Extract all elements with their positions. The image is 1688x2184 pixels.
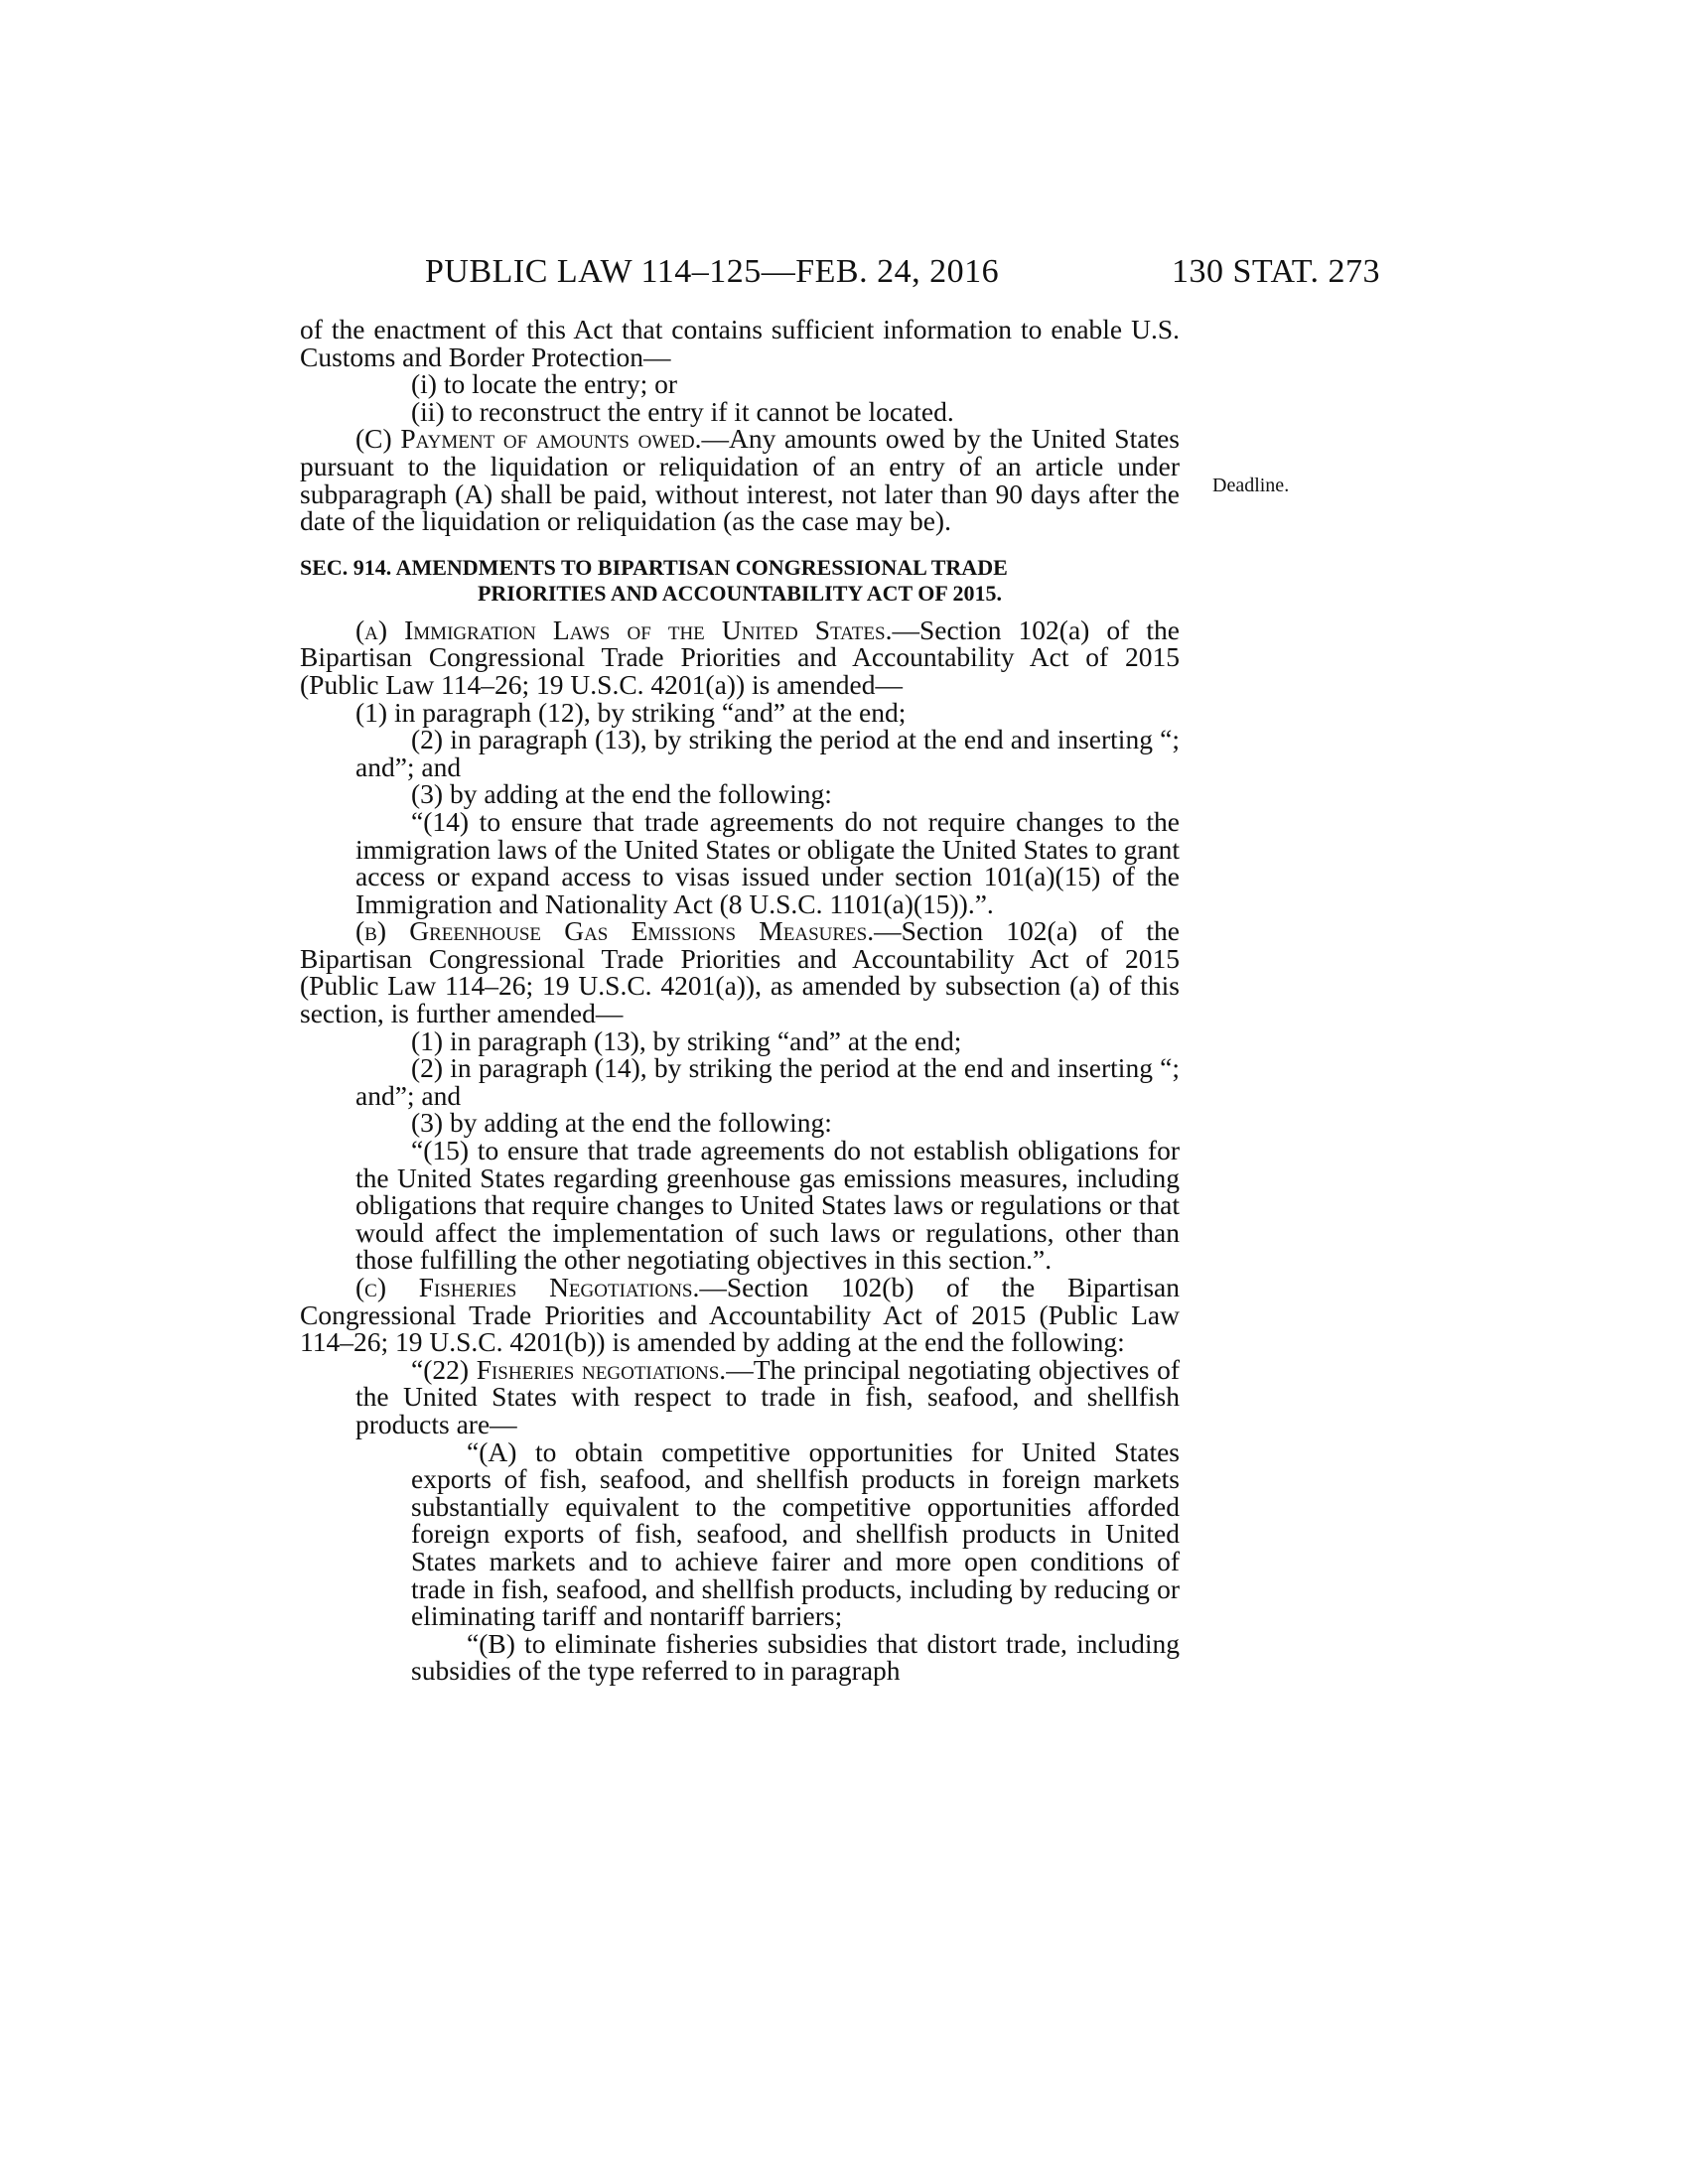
clause-ii: (ii) to reconstruct the entry if it cannot be located. — [411, 395, 954, 427]
subsection-a-heading: (a) Immigration Laws of the United States. — [355, 614, 893, 645]
subsection-c-heading: (c) Fisheries Negotiations. — [355, 1272, 700, 1302]
amendment-b3: (3) by adding at the end the following: — [411, 1107, 832, 1139]
inserted-paragraph-14: “(14) to ensure that trade agreements do not require changes to the immigration laws of the United States or obligate the United States to grant access or expand access to visas issued under section 101(a)(15) of the Immigration and Nationality Act (8 U.S.C. 1101(a)(15)).”. — [355, 805, 1180, 919]
subsection-c — [300, 1274, 1180, 1356]
subsection-b-text: —Section 102(a) of the Bipartisan Congressional Trade Priorities and Accountability Act of 2015 (Public Law 114–26; 19 U.S.C. 4201(a)), as amended by subsection (a) of this section, is further amended— — [300, 915, 1181, 1029]
subsection-a-text: —Section 102(a) of the Bipartisan Congressional Trade Priorities and Accountability Act of 2015 (Public Law 114–26; 19 U.S.C. 4201(a)) is amended— — [300, 614, 1181, 700]
paragraph-22-text: —The principal negotiating objectives of the United States with respect to trade in fish, seafood, and shellfish products are— — [355, 1353, 1180, 1439]
section-heading-line2: PRIORITIES AND ACCOUNTABILITY ACT OF 2015. — [477, 580, 1003, 606]
subparagraph-22-a: “(A) to obtain competitive opportunities for United States exports of fish, seafood, and shellfish products in foreign markets substantially equivalent to the competitive opportunities afforded foreign exports of fish, seafood, and shellfish products in United States markets and to achieve fairer and more open conditions of trade in fish, seafood, and shellfish products, including by reducing or eliminating tariff and nontariff barriers; — [411, 1435, 1180, 1632]
subsection-c-text: —Section 102(b) of the Bipartisan Congressional Trade Priorities and Accountability Act of 2015 (Public Law 114–26; 19 U.S.C. 4201(b)) is amended by adding at the end the following: — [300, 1272, 1181, 1358]
subsection-b-heading: (b) Greenhouse Gas Emissions Measures. — [355, 915, 875, 947]
body-text — [300, 316, 1180, 1685]
margin-note-deadline: Deadline. — [1212, 475, 1290, 496]
inserted-paragraph-15: “(15) to ensure that trade agreements do not establish obligations for the United States regarding greenhouse gas emissions measures, including obligations that require changes to United States laws or regulations or that would affect the implementation of such laws or regulations, other than those fulfilling the other negotiating objectives in this section.”. — [355, 1135, 1180, 1276]
subsection-a — [300, 616, 1180, 699]
amendment-a2: (2) in paragraph (13), by striking the period at the end and inserting “; and”; and — [355, 724, 1180, 782]
amendment-b2: (2) in paragraph (14), by striking the period at the end and inserting “; and”; and — [355, 1052, 1180, 1111]
section-heading-line1: SEC. 914. AMENDMENTS TO BIPARTISAN CONGRESSIONAL TRADE — [300, 554, 1008, 580]
inserted-paragraph-22 — [300, 1353, 1180, 1439]
amendment-a1: (1) in paragraph (12), by striking “and” at the end; — [355, 696, 907, 728]
subparagraph-c-text: —Any amounts owed by the United States pursuant to the liquidation or reliquidation of an entry of an article under subparagraph (A) shall be paid, without interest, not later than 90 days after the date of the liquidation or reliquidation (as the case may be). — [300, 423, 1181, 537]
section-heading — [300, 555, 1180, 607]
subparagraph-22-b: “(B) to eliminate fisheries subsidies that distort trade, including subsidies of the type referred to in paragraph — [411, 1627, 1180, 1687]
subparagraph-c-heading: (C) Payment of amounts owed. — [355, 423, 702, 455]
paragraph-22-heading: “(22) Fisheries negotiations. — [411, 1353, 727, 1385]
subparagraph-c — [300, 423, 1181, 537]
paragraph: of the enactment of this Act that contains sufficient information to enable U.S. Customs and Border Protection— — [300, 314, 1180, 372]
amendment-a3: (3) by adding at the end the following: — [411, 778, 832, 810]
clause-i: (i) to locate the entry; or — [411, 368, 678, 400]
running-head-title: PUBLIC LAW 114–125—FEB. 24, 2016 — [425, 253, 1000, 290]
page-reference: 130 STAT. 273 — [1172, 253, 1380, 290]
amendment-b1: (1) in paragraph (13), by striking “and” at the end; — [411, 1024, 962, 1056]
subsection-b — [300, 915, 1181, 1029]
